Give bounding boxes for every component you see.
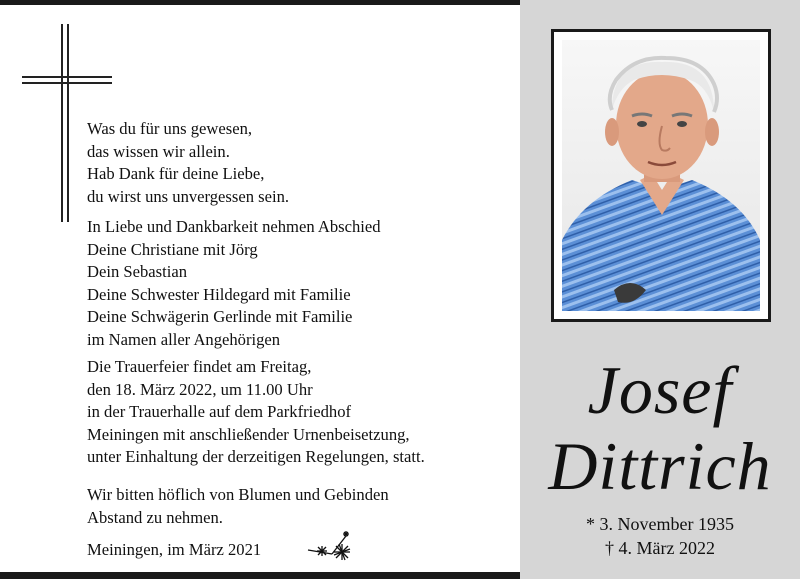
mourner-line: Dein Sebastian: [87, 262, 188, 282]
ceremony-line: Meiningen mit anschließender Urnenbeisetzung,: [87, 424, 410, 444]
closing-place-date: Meiningen, im März 2021: [87, 540, 262, 559]
first-name: Josef: [587, 352, 733, 428]
ceremony-info: [87, 356, 425, 469]
poem: [87, 118, 289, 208]
request-line: Abstand zu nehmen.: [87, 507, 223, 527]
poem-line: das wissen wir allein.: [87, 141, 230, 161]
mourner-line: Deine Schwägerin Gerlinde mit Familie: [87, 307, 353, 327]
poem-line: Hab Dank für deine Liebe,: [87, 164, 265, 184]
portrait-photo: [562, 40, 760, 311]
mourners: [87, 216, 381, 352]
mourner-line: Deine Schwester Hildegard mit Familie: [87, 284, 351, 304]
death-date: † 4. März 2022: [605, 538, 715, 558]
request-line: Wir bitten höflich von Blumen und Gebinden: [87, 485, 389, 504]
poem-line: Was du für uns gewesen,: [87, 119, 253, 138]
ceremony-line: in der Trauerhalle auf dem Parkfriedhof: [87, 402, 352, 422]
ceremony-line: Die Trauerfeier findet am Freitag,: [87, 357, 312, 376]
flower-icon: [306, 528, 352, 564]
last-name: Dittrich: [548, 428, 772, 504]
flower-request: [87, 484, 389, 529]
birth-date: * 3. November 1935: [586, 514, 734, 534]
bottom-border: [0, 572, 520, 579]
ceremony-line: den 18. März 2022, um 11.00 Uhr: [87, 379, 313, 399]
mourner-line: im Namen aller Angehörigen: [87, 329, 281, 349]
poem-line: du wirst uns unvergessen sein.: [87, 186, 290, 206]
mourner-line: Deine Christiane mit Jörg: [87, 239, 258, 259]
ceremony-line: unter Einhaltung der derzeitigen Regelungen, statt.: [87, 447, 425, 467]
mourner-line: In Liebe und Dankbarkeit nehmen Abschied: [87, 217, 381, 236]
portrait-frame: [551, 29, 771, 322]
